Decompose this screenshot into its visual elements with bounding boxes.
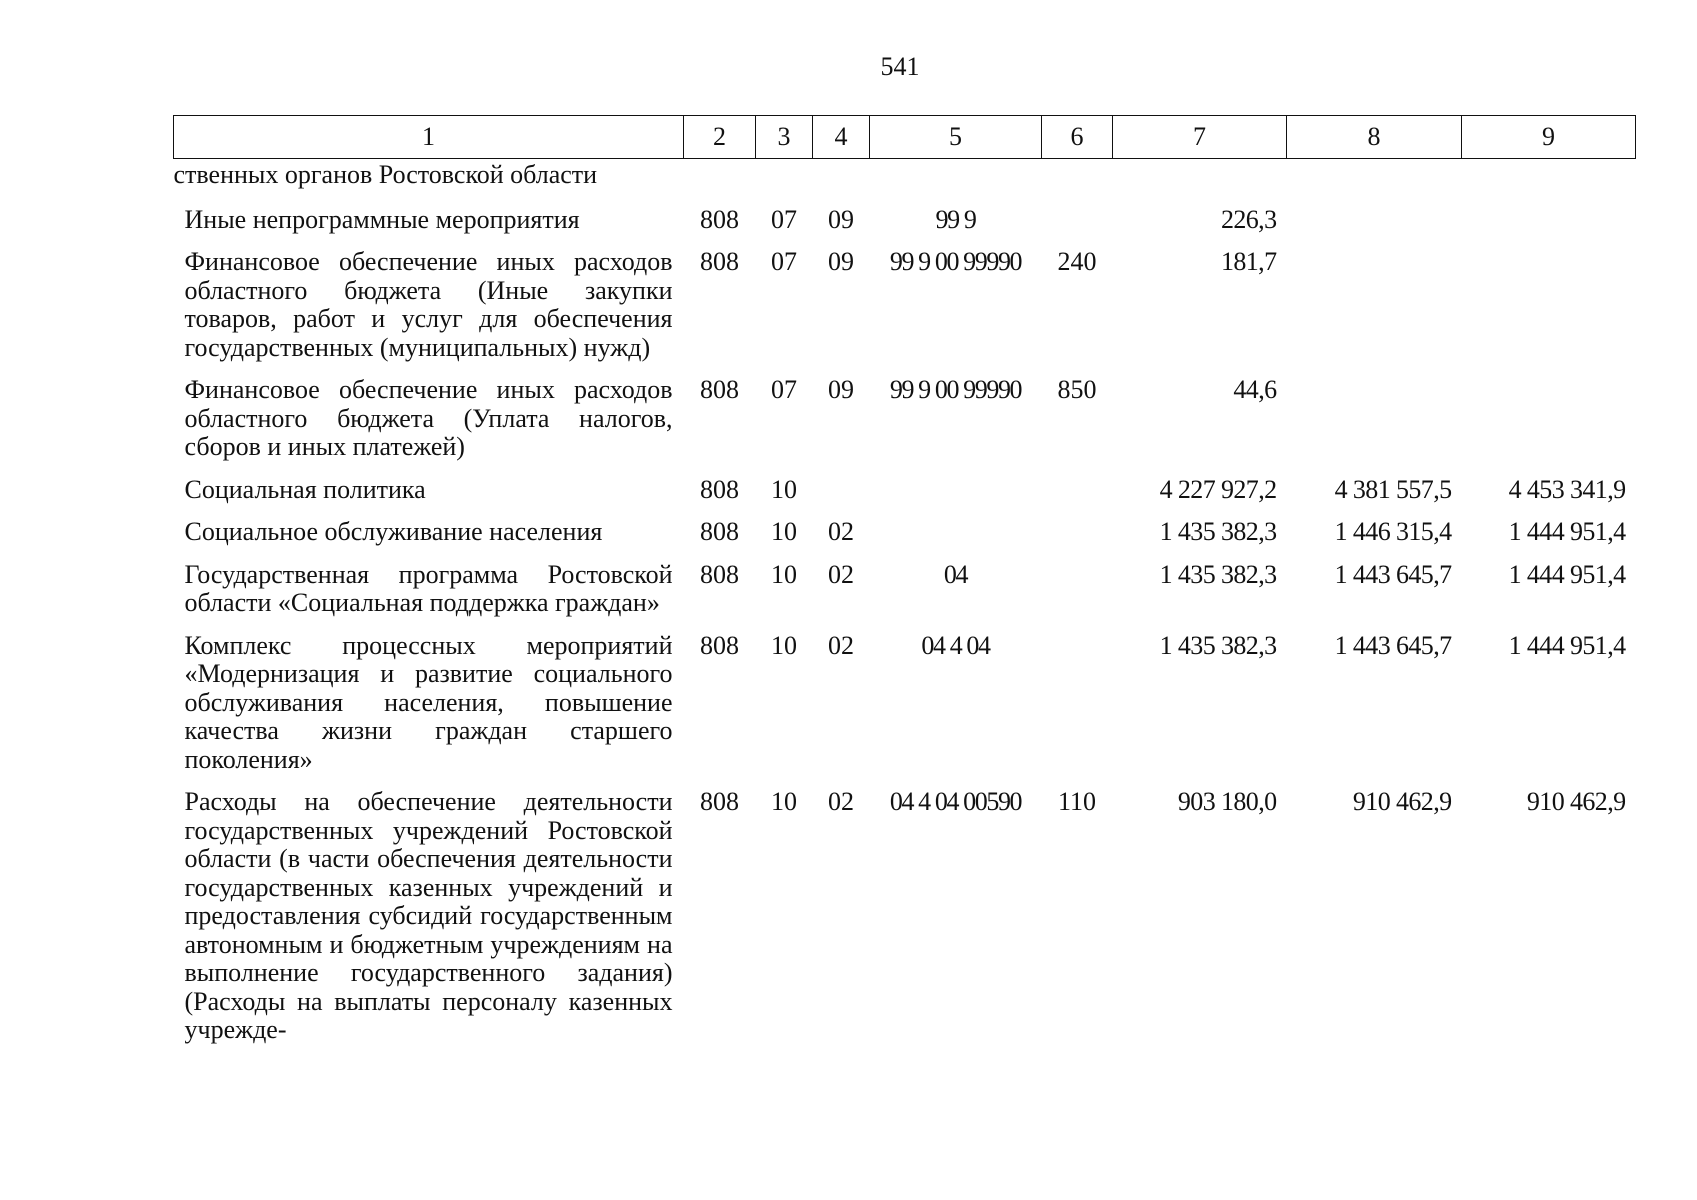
amount-col7: 4 227 927,2 (1159, 474, 1277, 504)
code-section: 07 (771, 247, 797, 276)
code-ministry: 808 (700, 517, 739, 546)
continuation-row (174, 159, 1636, 196)
code-expense-type (1042, 622, 1113, 779)
amount-col9: 4 453 341,9 (1508, 474, 1626, 504)
amount-col8: 1 446 315,4 (1334, 517, 1452, 546)
amount-col7: 44,6 (1233, 375, 1277, 404)
code-section: 10 (771, 559, 797, 589)
code-subsection: 02 (828, 559, 854, 589)
table-row (174, 196, 1636, 239)
code-ministry: 808 (700, 247, 739, 276)
amount-col8 (1287, 366, 1462, 466)
row-name: Социальное обслуживание населения (184, 517, 603, 546)
code-ministry: 808 (700, 474, 739, 504)
amount-col9 (1462, 366, 1636, 466)
code-subsection (813, 466, 870, 509)
code-ministry: 808 (700, 787, 739, 816)
continuation-text: ственных органов Ростовской области (173, 160, 598, 189)
code-target-article: 99 9 00 99990 (889, 247, 1022, 276)
amount-col9: 910 462,9 (1526, 787, 1626, 816)
budget-table-container (173, 115, 1635, 1049)
code-target-article: 04 (943, 559, 968, 589)
amount-col8: 4 381 557,5 (1334, 474, 1452, 504)
amount-col7: 226,3 (1220, 204, 1277, 234)
code-subsection: 09 (828, 247, 854, 276)
amount-col7: 1 435 382,3 (1159, 630, 1277, 660)
code-expense-type: 240 (1057, 247, 1097, 276)
code-section: 07 (771, 375, 797, 404)
amount-col9: 1 444 951,4 (1508, 630, 1626, 660)
code-subsection: 09 (828, 204, 854, 234)
amount-col9: 1 444 951,4 (1508, 517, 1626, 546)
column-header-7: 7 (1113, 116, 1287, 159)
amount-col9: 1 444 951,4 (1508, 559, 1626, 589)
row-name: Социальная политика (184, 474, 426, 504)
row-name: Финансовое обеспечение иных расходов областного бюджета (Уплата налогов, сборов и иных платежей) (184, 375, 673, 461)
budget-table (173, 115, 1636, 1049)
amount-col8 (1287, 196, 1462, 239)
column-header-5: 5 (870, 116, 1042, 159)
table-row (174, 508, 1636, 551)
amount-col7: 903 180,0 (1177, 787, 1277, 816)
column-header-9: 9 (1462, 116, 1636, 159)
table-row (174, 778, 1636, 1049)
code-expense-type (1042, 196, 1113, 239)
code-target-article (870, 508, 1042, 551)
amount-col8: 1 443 645,7 (1334, 559, 1452, 589)
code-section: 10 (771, 517, 797, 546)
code-ministry: 808 (700, 559, 739, 589)
column-header-1: 1 (174, 116, 684, 159)
code-subsection: 02 (828, 517, 854, 546)
column-header-8: 8 (1287, 116, 1462, 159)
amount-col7: 1 435 382,3 (1159, 517, 1277, 546)
column-header-3: 3 (756, 116, 813, 159)
column-header-2: 2 (684, 116, 756, 159)
table-row (174, 366, 1636, 466)
table-row (174, 466, 1636, 509)
code-section: 10 (771, 787, 797, 816)
amount-col7: 181,7 (1220, 247, 1277, 276)
code-expense-type (1042, 466, 1113, 509)
code-target-article: 99 9 00 99990 (889, 375, 1022, 404)
code-expense-type: 110 (1057, 787, 1097, 816)
row-name: Государственная программа Ростовской области «Социальная поддержка граждан» (184, 559, 673, 617)
code-section: 10 (771, 630, 797, 660)
code-section: 07 (771, 204, 797, 234)
code-subsection: 02 (828, 787, 854, 816)
table-row (174, 551, 1636, 622)
code-target-article (870, 466, 1042, 509)
row-name: Иные непрограммные мероприятия (184, 204, 580, 234)
code-subsection: 09 (828, 375, 854, 404)
code-ministry: 808 (700, 204, 739, 234)
amount-col8: 1 443 645,7 (1334, 630, 1452, 660)
amount-col7: 1 435 382,3 (1159, 559, 1277, 589)
amount-col9 (1462, 196, 1636, 239)
row-name: Комплекс процессных мероприятий «Модернизация и развитие социального обслуживания населения, повышение качества жизни граждан старшего поколения» (184, 630, 673, 774)
table-row (174, 622, 1636, 779)
code-ministry: 808 (700, 630, 739, 660)
code-subsection: 02 (828, 630, 854, 660)
code-expense-type (1042, 551, 1113, 622)
row-name: Расходы на обеспечение деятельности государственных учреждений Ростовской области (в части обеспечения деятельности государственных казенных учреждений и предоставления субсидий государственным автономным и бюджетным учреждениям на выполнение государственного задания) (Расходы на выплаты персоналу казенных учрежде- (184, 787, 673, 1044)
code-target-article: 04 4 04 (921, 630, 990, 660)
code-ministry: 808 (700, 375, 739, 404)
code-expense-type: 850 (1057, 375, 1097, 404)
amount-col9 (1462, 238, 1636, 366)
code-section: 10 (771, 474, 797, 504)
amount-col8: 910 462,9 (1352, 787, 1452, 816)
table-row (174, 238, 1636, 366)
column-number-header-row (174, 116, 1636, 159)
row-name: Финансовое обеспечение иных расходов областного бюджета (Иные закупки товаров, работ и услуг для обеспечения государственных (муниципальных) нужд) (184, 247, 673, 362)
column-header-4: 4 (813, 116, 870, 159)
page-number: 541 (880, 52, 920, 81)
column-header-6: 6 (1042, 116, 1113, 159)
code-target-article: 04 4 04 00590 (889, 787, 1022, 816)
code-target-article: 99 9 (935, 204, 976, 234)
code-expense-type (1042, 508, 1113, 551)
amount-col8 (1287, 238, 1462, 366)
